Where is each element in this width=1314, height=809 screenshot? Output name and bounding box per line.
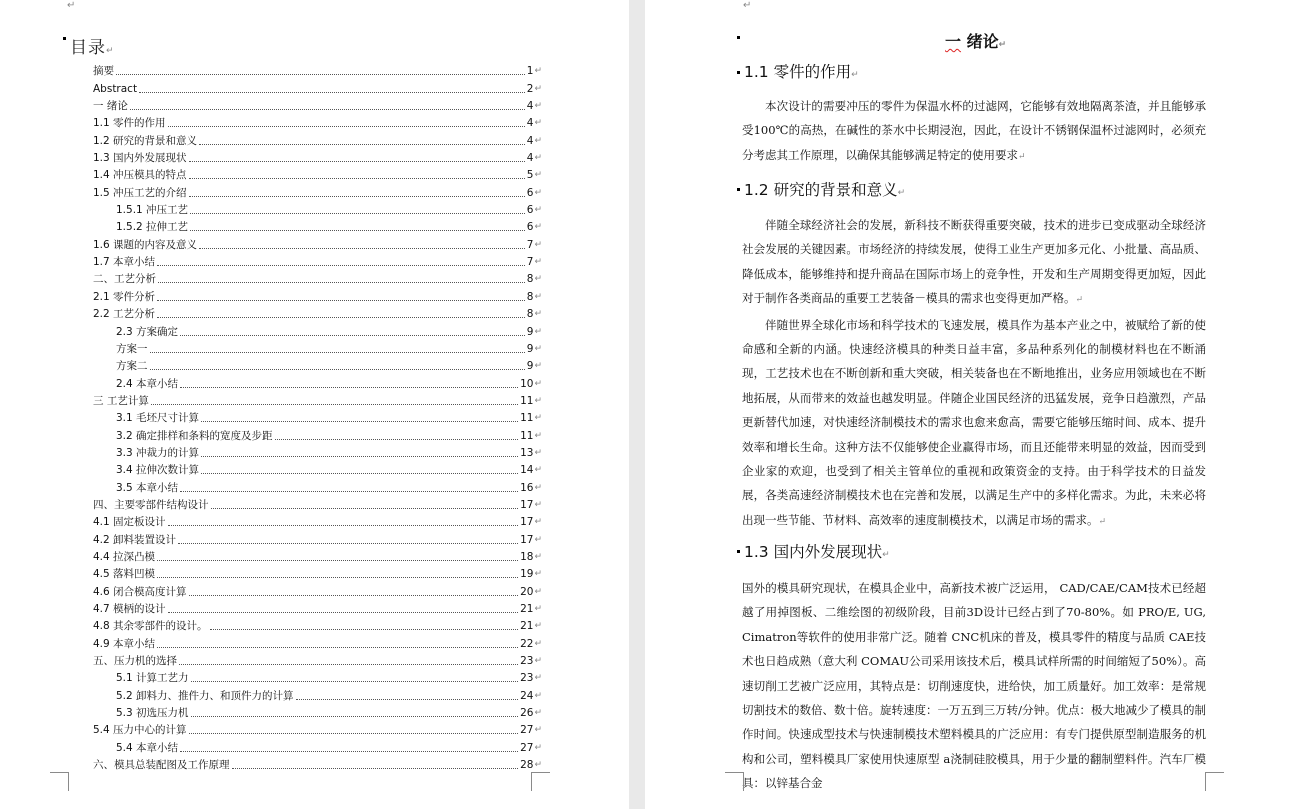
toc-entry[interactable] bbox=[93, 182, 542, 199]
toc-entry-text: 4.2 卸料装置设计 bbox=[93, 533, 177, 546]
toc-leader-dots bbox=[189, 733, 519, 734]
paragraph-mark: ↵ bbox=[534, 760, 542, 771]
toc-entry-text: 四、主要零部件结构设计 bbox=[93, 498, 209, 511]
toc-entry-text: 一 绪论 bbox=[93, 100, 128, 113]
toc-page-number: 9 bbox=[526, 325, 534, 338]
paragraph-mark: ↵ bbox=[534, 291, 542, 302]
toc-leader-dots bbox=[199, 248, 525, 249]
toc-entry-text: 5.3 初选压力机 bbox=[116, 707, 189, 720]
toc-leader-dots bbox=[296, 699, 519, 700]
toc-entry-text: 三 工艺计算 bbox=[93, 394, 149, 407]
paragraph-mark: ↵ bbox=[534, 725, 542, 736]
toc-entry[interactable] bbox=[93, 633, 542, 650]
toc-entry-text: Abstract bbox=[93, 82, 138, 95]
section-body-1-3 bbox=[742, 576, 1206, 791]
toc-entry[interactable] bbox=[93, 304, 542, 321]
paragraph-mark: ↵ bbox=[534, 222, 542, 233]
paragraph-mark: ↵ bbox=[67, 0, 76, 11]
paragraph-mark: ↵ bbox=[534, 742, 542, 753]
toc-entry-text: 摘要 bbox=[93, 65, 114, 78]
paragraph-mark: ↵ bbox=[534, 395, 542, 406]
paragraph-mark: ↵ bbox=[534, 101, 542, 112]
toc-page-number: 16 bbox=[520, 481, 534, 494]
toc-leader-dots bbox=[199, 144, 525, 145]
toc-leader-dots bbox=[189, 196, 525, 197]
toc-entry[interactable] bbox=[93, 512, 542, 529]
toc-entry[interactable] bbox=[93, 460, 542, 477]
paragraph-mark: ↵ bbox=[534, 621, 542, 632]
toc-page-number: 9 bbox=[526, 342, 534, 355]
paragraph-mark: ↵ bbox=[534, 343, 542, 354]
toc-entry-text: 二、工艺分析 bbox=[93, 273, 156, 286]
toc-entry-text: 5.2 卸料力、推件力、和顶件力的计算 bbox=[116, 689, 294, 702]
toc-leader-dots bbox=[190, 213, 525, 214]
toc-page-number: 7 bbox=[526, 256, 534, 269]
toc-leader-dots bbox=[211, 508, 519, 509]
toc-leader-dots bbox=[201, 421, 518, 422]
paragraph-mark: ↵ bbox=[534, 378, 542, 389]
crop-mark bbox=[1205, 772, 1224, 791]
toc-page-number: 11 bbox=[520, 429, 534, 442]
toc-entry[interactable] bbox=[93, 737, 542, 754]
toc-entry[interactable] bbox=[93, 321, 542, 338]
toc-entry[interactable] bbox=[93, 113, 542, 130]
toc-leader-dots bbox=[180, 751, 518, 752]
toc-entry[interactable] bbox=[93, 130, 542, 147]
toc-leader-dots bbox=[158, 282, 525, 283]
toc-page-number: 23 bbox=[520, 655, 534, 668]
toc-entry[interactable] bbox=[93, 581, 542, 598]
toc-entry-text: 3.4 拉伸次数计算 bbox=[116, 464, 200, 477]
toc-leader-dots bbox=[179, 664, 518, 665]
toc-leader-dots bbox=[180, 387, 518, 388]
toc-page-number: 8 bbox=[526, 290, 534, 303]
toc-leader-dots bbox=[157, 647, 518, 648]
toc-entry[interactable] bbox=[93, 356, 542, 373]
toc-entry-text: 3.2 确定排样和条料的宽度及步距 bbox=[116, 429, 273, 442]
toc-page-number: 18 bbox=[520, 550, 534, 563]
toc-entry[interactable] bbox=[93, 685, 542, 702]
paragraph-mark: ↵ bbox=[534, 66, 542, 77]
toc-page-number: 5 bbox=[526, 169, 534, 182]
toc-page-number: 9 bbox=[526, 360, 534, 373]
paragraph-mark: ↵ bbox=[534, 673, 542, 684]
toc-entry-text: 5.4 本章小结 bbox=[116, 741, 179, 754]
paragraph-mark: ↵ bbox=[534, 604, 542, 614]
toc-entry-text: 1.2 研究的背景和意义 bbox=[93, 134, 198, 147]
toc-page-number: 7 bbox=[526, 238, 534, 251]
toc-entry[interactable] bbox=[93, 391, 542, 408]
paragraph-mark: ↵ bbox=[534, 326, 542, 337]
toc-entry-text: 方案二 bbox=[116, 360, 148, 373]
toc-entry[interactable] bbox=[93, 61, 542, 78]
toc-leader-dots bbox=[180, 335, 525, 336]
body-paragraph: 伴随世界全球化市场和科学技术的飞速发展，模具作为基本产业之中，被赋给了新的使命感和全新的内涵。快速经济模具的种类日益丰富，多品种系列化的制模材料也在不断涌现，工艺技术也在不断创新和重大突破，相关装备也在不断地推出，业务应用领域也在不断地拓展，从而带来的效益也越发明显。伴随企业国民经济的迅猛发展，竞争日趋激烈，产品更新替代加速，对快速经济制模技术的需求也愈来愈高，需要它能够压缩时间、成本、提升效率和增长生命。这种方法不仅能够使企业赢得市场，而且还能带来明显的效益，因而受到企业家的欢迎，也受到了相关主管单位的重视和政策资金的支持。由于科学技术的日益发展，各类高速经济制模技术也在完善和发展，以满足生产中的多样化需求。为此，未来必将出现一些节能、节材料、高效率的速度制模技术，以满足市场的需求。↵ bbox=[742, 317, 1206, 527]
toc-page-number: 22 bbox=[520, 637, 534, 650]
toc-entry[interactable] bbox=[93, 339, 542, 356]
toc-leader-dots bbox=[178, 543, 518, 544]
toc-entry[interactable] bbox=[93, 200, 542, 217]
toc-page-number: 8 bbox=[526, 273, 534, 286]
toc-page-number: 27 bbox=[520, 741, 534, 754]
toc-entry[interactable] bbox=[93, 269, 542, 286]
toc-entry[interactable] bbox=[93, 286, 542, 303]
toc-entry[interactable] bbox=[93, 529, 542, 546]
toc-leader-dots bbox=[139, 92, 525, 93]
toc-leader-dots bbox=[150, 352, 525, 353]
toc-page-number: 10 bbox=[520, 377, 534, 390]
toc-page-number: 27 bbox=[520, 724, 534, 737]
paragraph-mark: ↵ bbox=[534, 135, 542, 146]
toc-entry[interactable] bbox=[93, 599, 542, 616]
toc-leader-dots bbox=[168, 525, 519, 526]
toc-page-number: 4 bbox=[526, 100, 534, 113]
toc-leader-dots bbox=[157, 265, 525, 266]
toc-entry-text: 2.3 方案确定 bbox=[116, 325, 179, 338]
toc-entry-text: 4.8 其余零部件的设计。 bbox=[93, 620, 208, 633]
section-heading-1-3: 1.3 国内外发展现状↵ bbox=[744, 543, 890, 561]
toc-entry-text: 4.6 闭合模高度计算 bbox=[93, 585, 187, 598]
paragraph-mark: ↵ bbox=[534, 83, 542, 94]
crop-mark bbox=[725, 772, 744, 791]
paragraph-mark: ↵ bbox=[534, 413, 542, 424]
toc-page-number: 1 bbox=[526, 65, 534, 78]
toc-page-number: 17 bbox=[520, 498, 534, 511]
toc-leader-dots bbox=[189, 595, 519, 596]
paragraph-mark: ↵ bbox=[534, 205, 542, 216]
paragraph-mark: ↵ bbox=[534, 274, 542, 285]
toc-entry-text: 2.4 本章小结 bbox=[116, 377, 179, 390]
toc-entry[interactable] bbox=[93, 547, 542, 564]
body-paragraph: 国外的模具研究现状，在模具企业中，高新技术被广泛运用， CAD/CAE/CAM技术已经超越了用掉图板、二维绘图的初级阶段，目前3D设计已经占到了70-80%。如 PRO/E, UG, Cimatron等软件的使用非常广泛。随着 CNC机床的普及，模具零件的精度与品质 CAE技术也日趋成熟（意大利 COMAU公司采用该技术后，模具试样所需的时间缩短了50%）。高速切削工艺被广泛应用，其特点是：切削速度快，进给快，加工质量好。加工效率：是常规切割技术的数倍、数十倍。旋转速度：一万五到三万转/分钟。优点：极大地减少了模具的制作时间。快速成型技术与快速制模技术塑料模具的广泛应用：有专门提供原型制造服务的机构和公司，塑料模具厂家使用快速原型 a浇制硅胶模具，用于少量的翻制塑料件。汽车厂模具：以锌基合金 bbox=[742, 581, 1206, 791]
toc-leader-dots bbox=[201, 456, 518, 457]
paragraph-mark: ↵ bbox=[534, 153, 542, 164]
toc-entry[interactable] bbox=[93, 703, 542, 720]
toc-page-number: 4 bbox=[526, 152, 534, 165]
toc-leader-dots bbox=[151, 404, 518, 405]
toc-leader-dots bbox=[201, 473, 518, 474]
bullet-marker bbox=[737, 71, 740, 74]
toc-entry-text: 1.1 零件的作用 bbox=[93, 117, 166, 130]
paragraph-mark: ↵ bbox=[534, 690, 542, 701]
body-paragraph: 本次设计的需要冲压的零件为保温水杯的过滤网，它能够有效地隔离茶渣，并且能够承受100℃的高热，在碱性的茶水中长期浸泡，因此，在设计不锈钢保温杯过滤网时，必须充分考虑其工作原理，以确保其能够满足特定的使用要求↵ bbox=[742, 99, 1206, 162]
toc-leader-dots bbox=[157, 300, 525, 301]
toc-leader-dots bbox=[189, 178, 525, 179]
toc-entry[interactable] bbox=[93, 234, 542, 251]
toc-entry-text: 1.5.2 拉伸工艺 bbox=[116, 221, 189, 234]
toc-entry-text: 1.6 课题的内容及意义 bbox=[93, 238, 198, 251]
toc-entry-text: 方案一 bbox=[116, 342, 148, 355]
toc-entry-text: 4.9 本章小结 bbox=[93, 637, 156, 650]
toc-list bbox=[93, 61, 542, 772]
toc-entry[interactable] bbox=[93, 96, 542, 113]
paragraph-mark: ↵ bbox=[534, 187, 542, 198]
toc-leader-dots bbox=[189, 161, 525, 162]
toc-page-number: 6 bbox=[526, 204, 534, 217]
toc-leader-dots bbox=[180, 491, 518, 492]
toc-entry-text: 4.1 固定板设计 bbox=[93, 516, 166, 529]
toc-entry-text: 3.3 冲裁力的计算 bbox=[116, 446, 200, 459]
toc-entry[interactable] bbox=[93, 720, 542, 737]
toc-entry-text: 3.5 本章小结 bbox=[116, 481, 179, 494]
paragraph-mark: ↵ bbox=[534, 499, 542, 510]
toc-page-number: 6 bbox=[526, 186, 534, 199]
bullet-marker bbox=[737, 188, 740, 191]
paragraph-mark: ↵ bbox=[534, 551, 542, 562]
toc-page-number: 26 bbox=[520, 707, 534, 720]
toc-page-number: 4 bbox=[526, 134, 534, 147]
paragraph-mark: ↵ bbox=[534, 465, 542, 476]
right-page bbox=[645, 0, 1314, 809]
toc-leader-dots bbox=[157, 577, 518, 578]
toc-entry-text: 5.1 计算工艺力 bbox=[116, 672, 189, 685]
paragraph-mark: ↵ bbox=[534, 239, 542, 250]
toc-page-number: 20 bbox=[520, 585, 534, 598]
toc-entry-text: 4.5 落料凹模 bbox=[93, 568, 156, 581]
toc-entry[interactable] bbox=[93, 616, 542, 633]
toc-page-number: 11 bbox=[520, 412, 534, 425]
toc-page-number: 17 bbox=[520, 533, 534, 546]
toc-entry-text: 1.3 国内外发展现状 bbox=[93, 152, 187, 165]
toc-entry-text: 2.1 零件分析 bbox=[93, 290, 156, 303]
toc-entry-text: 1.5.1 冲压工艺 bbox=[116, 204, 189, 217]
toc-entry[interactable] bbox=[93, 425, 542, 442]
toc-leader-dots bbox=[157, 560, 518, 561]
paragraph-mark: ↵ bbox=[743, 0, 752, 11]
toc-leader-dots bbox=[130, 109, 525, 110]
paragraph-mark: ↵ bbox=[534, 517, 542, 528]
paragraph-mark: ↵ bbox=[534, 447, 542, 458]
toc-leader-dots bbox=[168, 612, 519, 613]
toc-page-number: 17 bbox=[520, 516, 534, 529]
paragraph-mark: ↵ bbox=[534, 656, 542, 667]
toc-leader-dots bbox=[150, 369, 525, 370]
paragraph-mark: ↵ bbox=[534, 586, 542, 597]
toc-entry[interactable] bbox=[93, 78, 542, 95]
section-body-1-2 bbox=[742, 213, 1206, 534]
toc-page-number: 11 bbox=[520, 394, 534, 407]
toc-page-number: 28 bbox=[520, 759, 534, 772]
paragraph-mark: ↵ bbox=[534, 638, 542, 649]
bullet-marker bbox=[737, 550, 740, 553]
toc-leader-dots bbox=[168, 126, 525, 127]
toc-page-number: 2 bbox=[526, 82, 534, 95]
paragraph-mark: ↵ bbox=[534, 309, 542, 320]
toc-entry[interactable] bbox=[93, 408, 542, 425]
toc-entry-text: 2.2 工艺分析 bbox=[93, 308, 156, 321]
paragraph-mark: ↵ bbox=[534, 482, 542, 493]
paragraph-mark: ↵ bbox=[534, 170, 542, 181]
paragraph-mark: ↵ bbox=[534, 430, 542, 441]
toc-leader-dots bbox=[116, 74, 525, 75]
toc-leader-dots bbox=[232, 768, 519, 769]
crop-mark bbox=[531, 772, 550, 791]
section-body-1-1 bbox=[742, 94, 1206, 169]
toc-page-number: 21 bbox=[520, 620, 534, 633]
toc-leader-dots bbox=[191, 716, 519, 717]
toc-entry-text: 4.7 模柄的设计 bbox=[93, 603, 166, 615]
toc-entry-text: 1.5 冲压工艺的介绍 bbox=[93, 186, 187, 199]
left-page bbox=[0, 0, 629, 809]
toc-page-number: 13 bbox=[520, 446, 534, 459]
toc-page-number: 24 bbox=[520, 689, 534, 702]
toc-entry[interactable] bbox=[93, 217, 542, 234]
toc-page-number: 23 bbox=[520, 672, 534, 685]
paragraph-mark: ↵ bbox=[534, 534, 542, 545]
toc-entry[interactable] bbox=[93, 165, 542, 182]
chapter-title: 一 绪论↵ bbox=[945, 32, 1007, 51]
toc-entry[interactable] bbox=[93, 495, 542, 512]
toc-entry-text: 1.7 本章小结 bbox=[93, 256, 156, 269]
toc-entry[interactable] bbox=[93, 373, 542, 390]
toc-page-number: 8 bbox=[526, 308, 534, 321]
toc-entry[interactable] bbox=[93, 668, 542, 685]
body-paragraph: 伴随全球经济社会的发展，新科技不断获得重要突破，技术的进步已变成驱动全球经济社会发展的关键因素。市场经济的持续发展，使得工业生产更加多元化、小批量、高品质、降低成本，能够维持和提升商品在国际市场上的竞争性，开发和生产周期变得更加短，因此对于制作各类商品的重要工艺装备－模具的需求也变得更加严格。↵ bbox=[742, 218, 1206, 306]
toc-entry[interactable] bbox=[93, 755, 542, 772]
toc-page-number: 19 bbox=[520, 568, 534, 581]
toc-entry-text: 1.4 冲压模具的特点 bbox=[93, 169, 187, 182]
paragraph-mark: ↵ bbox=[534, 361, 542, 372]
section-heading-1-1: 1.1 零件的作用↵ bbox=[744, 63, 859, 81]
toc-leader-dots bbox=[157, 317, 525, 318]
toc-entry[interactable] bbox=[93, 477, 542, 494]
toc-page-number: 4 bbox=[526, 117, 534, 130]
toc-entry[interactable] bbox=[93, 651, 542, 668]
toc-leader-dots bbox=[190, 230, 525, 231]
toc-page-number: 21 bbox=[520, 603, 534, 615]
toc-entry[interactable] bbox=[93, 564, 542, 581]
toc-entry-text: 六、模具总装配图及工作原理 bbox=[93, 759, 230, 772]
toc-leader-dots bbox=[191, 681, 519, 682]
toc-leader-dots bbox=[210, 629, 519, 630]
toc-entry[interactable] bbox=[93, 443, 542, 460]
toc-title: 目录↵ bbox=[70, 38, 115, 58]
toc-entry-text: 5.4 压力中心的计算 bbox=[93, 724, 187, 737]
paragraph-mark: ↵ bbox=[534, 708, 542, 719]
toc-leader-dots bbox=[275, 439, 519, 440]
crop-mark bbox=[50, 772, 69, 791]
toc-entry[interactable] bbox=[93, 252, 542, 269]
toc-entry-text: 3.1 毛坯尺寸计算 bbox=[116, 412, 200, 425]
toc-entry-text: 4.4 拉深凸模 bbox=[93, 550, 156, 563]
paragraph-mark: ↵ bbox=[534, 569, 542, 580]
section-heading-1-2: 1.2 研究的背景和意义↵ bbox=[744, 181, 906, 199]
bullet-marker bbox=[63, 37, 66, 40]
toc-page-number: 6 bbox=[526, 221, 534, 234]
paragraph-mark: ↵ bbox=[534, 118, 542, 129]
toc-entry-text: 五、压力机的选择 bbox=[93, 655, 177, 668]
toc-entry[interactable] bbox=[93, 148, 542, 165]
toc-page-number: 14 bbox=[520, 464, 534, 477]
bullet-marker bbox=[737, 36, 740, 39]
paragraph-mark: ↵ bbox=[534, 257, 542, 268]
